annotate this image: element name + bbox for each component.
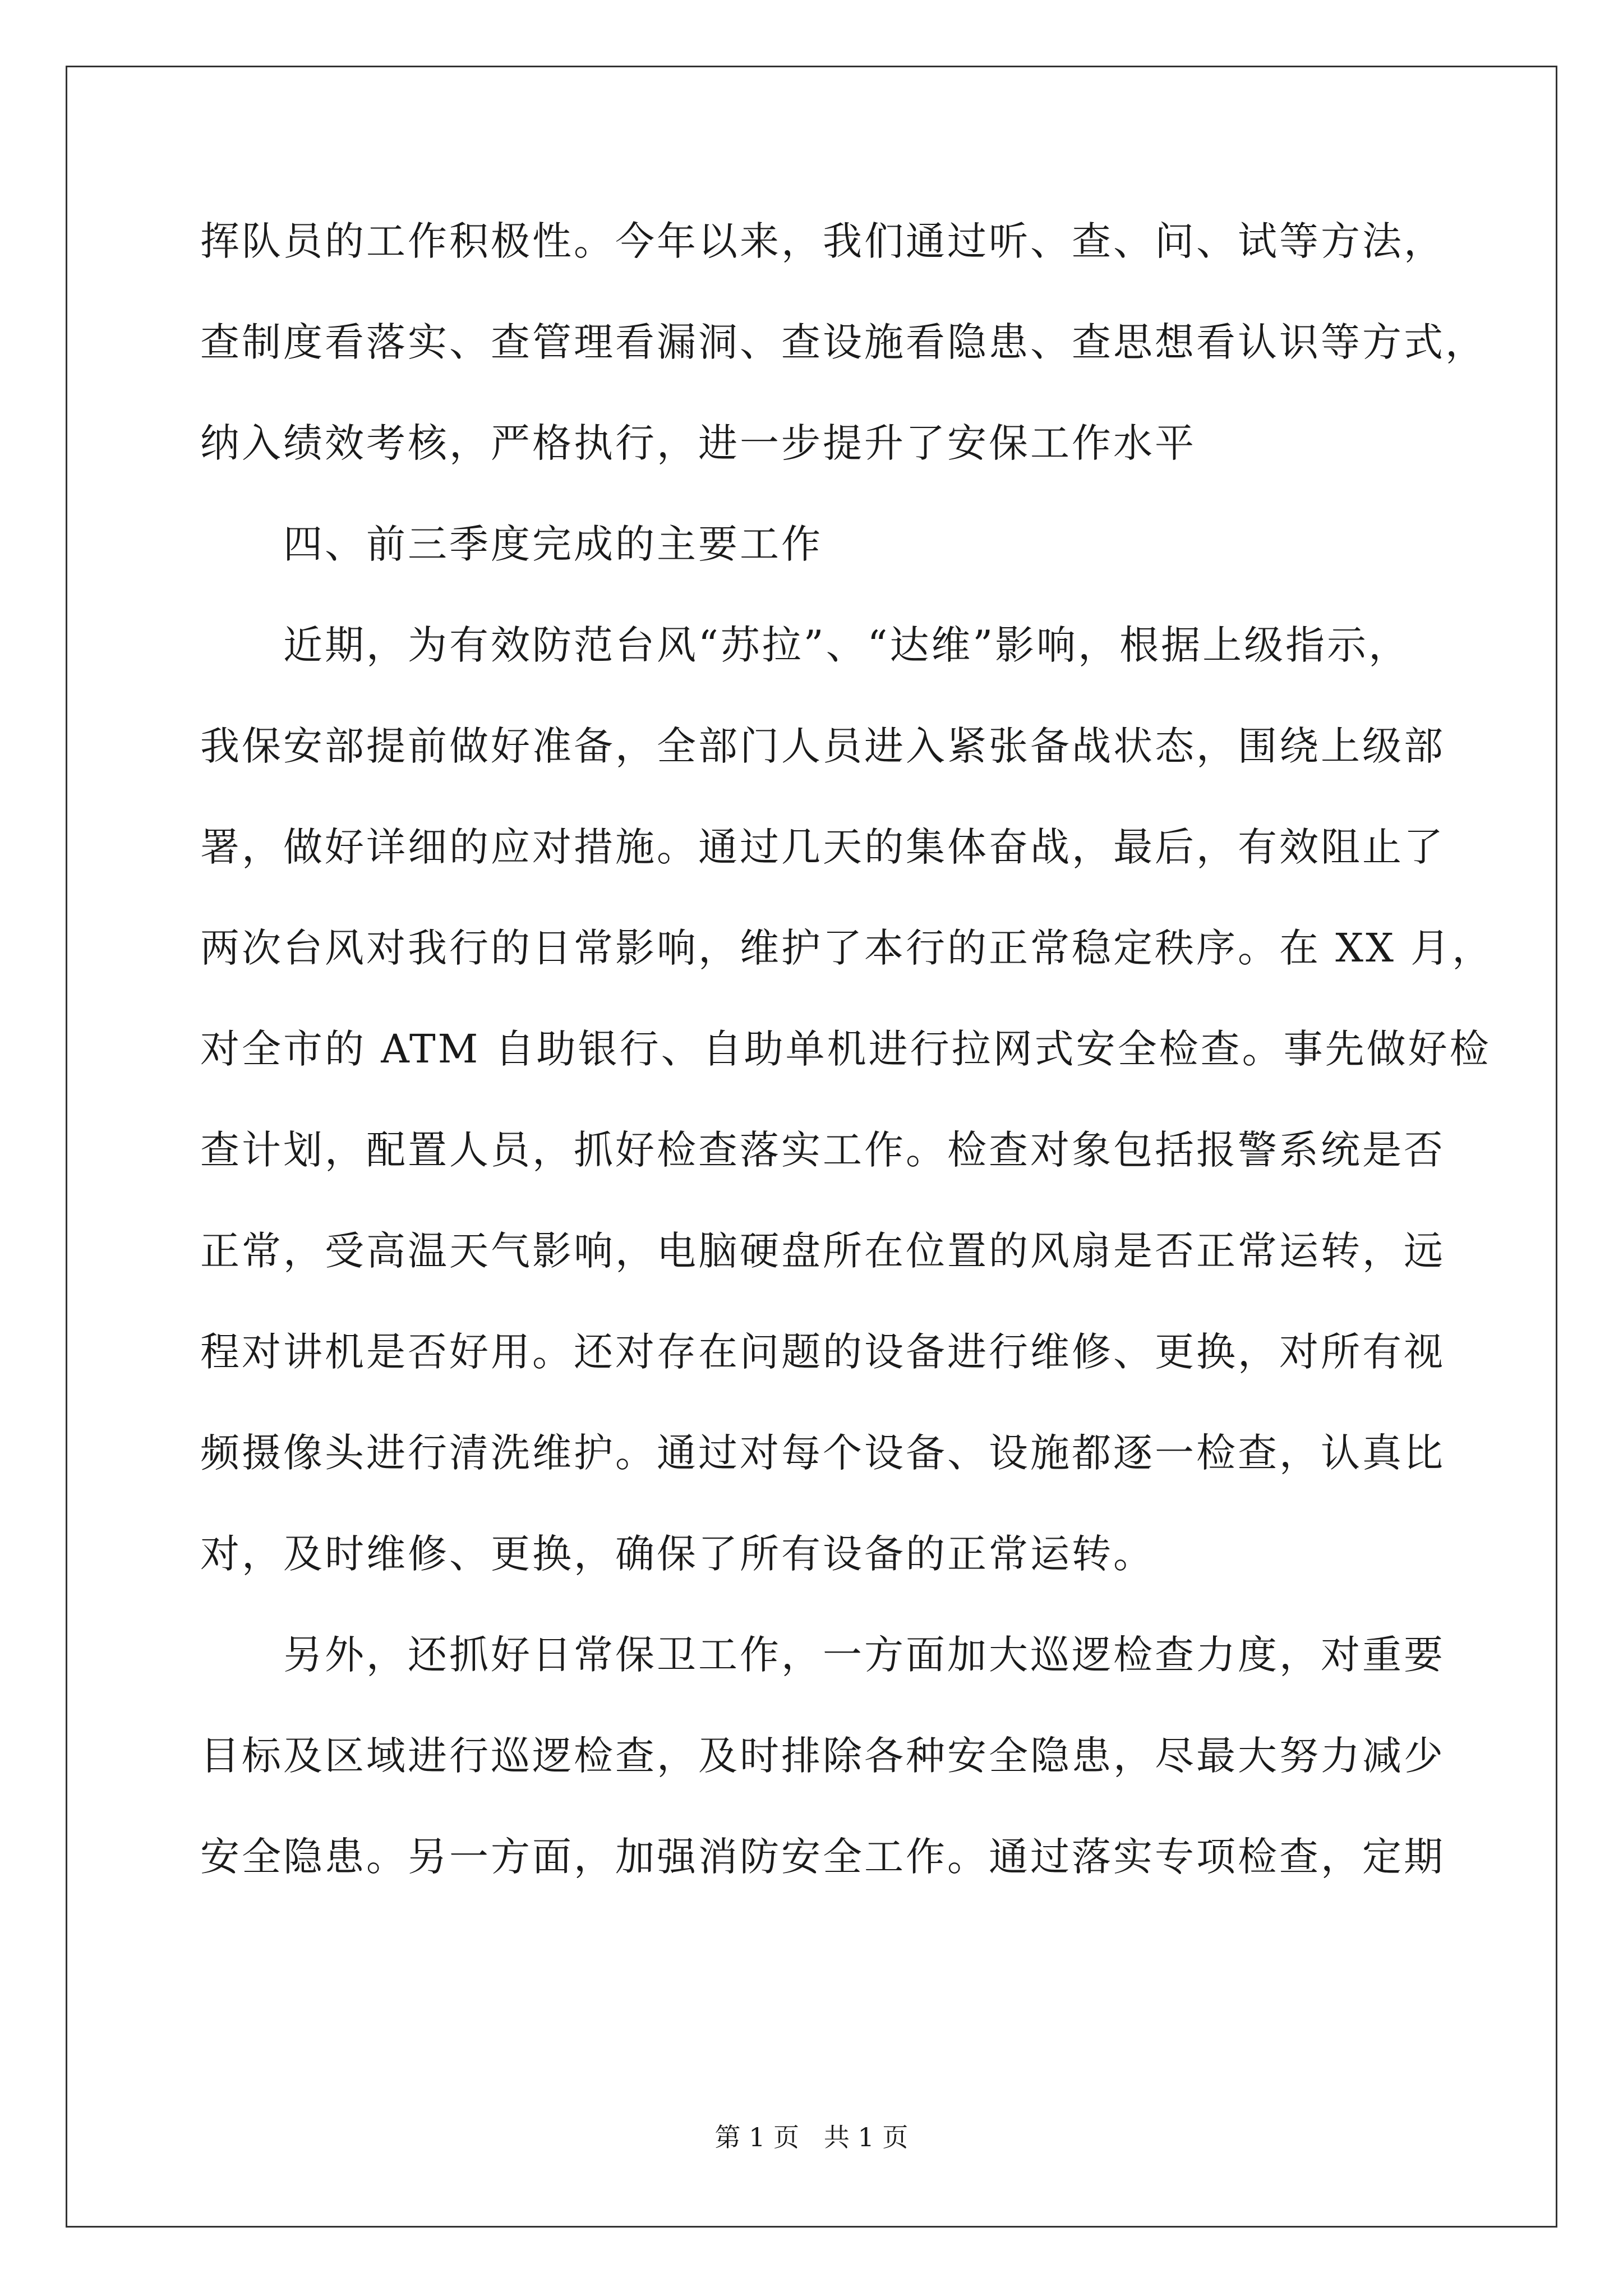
text-line: 程对讲机是否好用。还对存在问题的设备进行维修、更换，对所有视 bbox=[200, 1329, 1445, 1375]
text-line: 目标及区域进行巡逻检查，及时排除各种安全隐患，尽最大努力减少 bbox=[200, 1733, 1445, 1779]
text-line: 两次台风对我行的日常影响，维护了本行的正常稳定秩序。在 XX 月， bbox=[200, 925, 1494, 971]
text-line: 对，及时维修、更换，确保了所有设备的正常运转。 bbox=[200, 1531, 1155, 1577]
text-line: 我保安部提前做好准备，全部门人员进入紧张备战状态，围绕上级部 bbox=[200, 723, 1445, 769]
text-line: 纳入绩效考核，严格执行，进一步提升了安保工作水平 bbox=[200, 420, 1196, 466]
text-line: 署，做好详细的应对措施。通过几天的集体奋战，最后，有效阻止了 bbox=[200, 824, 1445, 870]
text-line: 安全隐患。另一方面，加强消防安全工作。通过落实专项检查，定期 bbox=[200, 1834, 1445, 1880]
page-footer: 第 1 页 共 1 页 bbox=[714, 2122, 909, 2152]
text-line: 近期，为有效防范台风“苏拉”、“达维”影响，根据上级指示， bbox=[283, 622, 1410, 668]
text-line: 挥队员的工作积极性。今年以来，我们通过听、查、问、试等方法， bbox=[200, 218, 1445, 264]
section-heading: 四、前三季度完成的主要工作 bbox=[283, 521, 823, 567]
text-line: 正常，受高温天气影响，电脑硬盘所在位置的风扇是否正常运转，远 bbox=[200, 1228, 1445, 1274]
text-line: 频摄像头进行清洗维护。通过对每个设备、设施都逐一检查，认真比 bbox=[200, 1430, 1445, 1476]
text-line: 对全市的 ATM 自助银行、自助单机进行拉网式安全检查。事先做好检 bbox=[200, 1026, 1491, 1072]
text-line: 查计划，配置人员，抓好检查落实工作。检查对象包括报警系统是否 bbox=[200, 1127, 1445, 1173]
text-line: 另外，还抓好日常保卫工作，一方面加大巡逻检查力度，对重要 bbox=[283, 1632, 1445, 1678]
text-line: 查制度看落实、查管理看漏洞、查设施看隐患、查思想看认识等方式， bbox=[200, 319, 1487, 365]
